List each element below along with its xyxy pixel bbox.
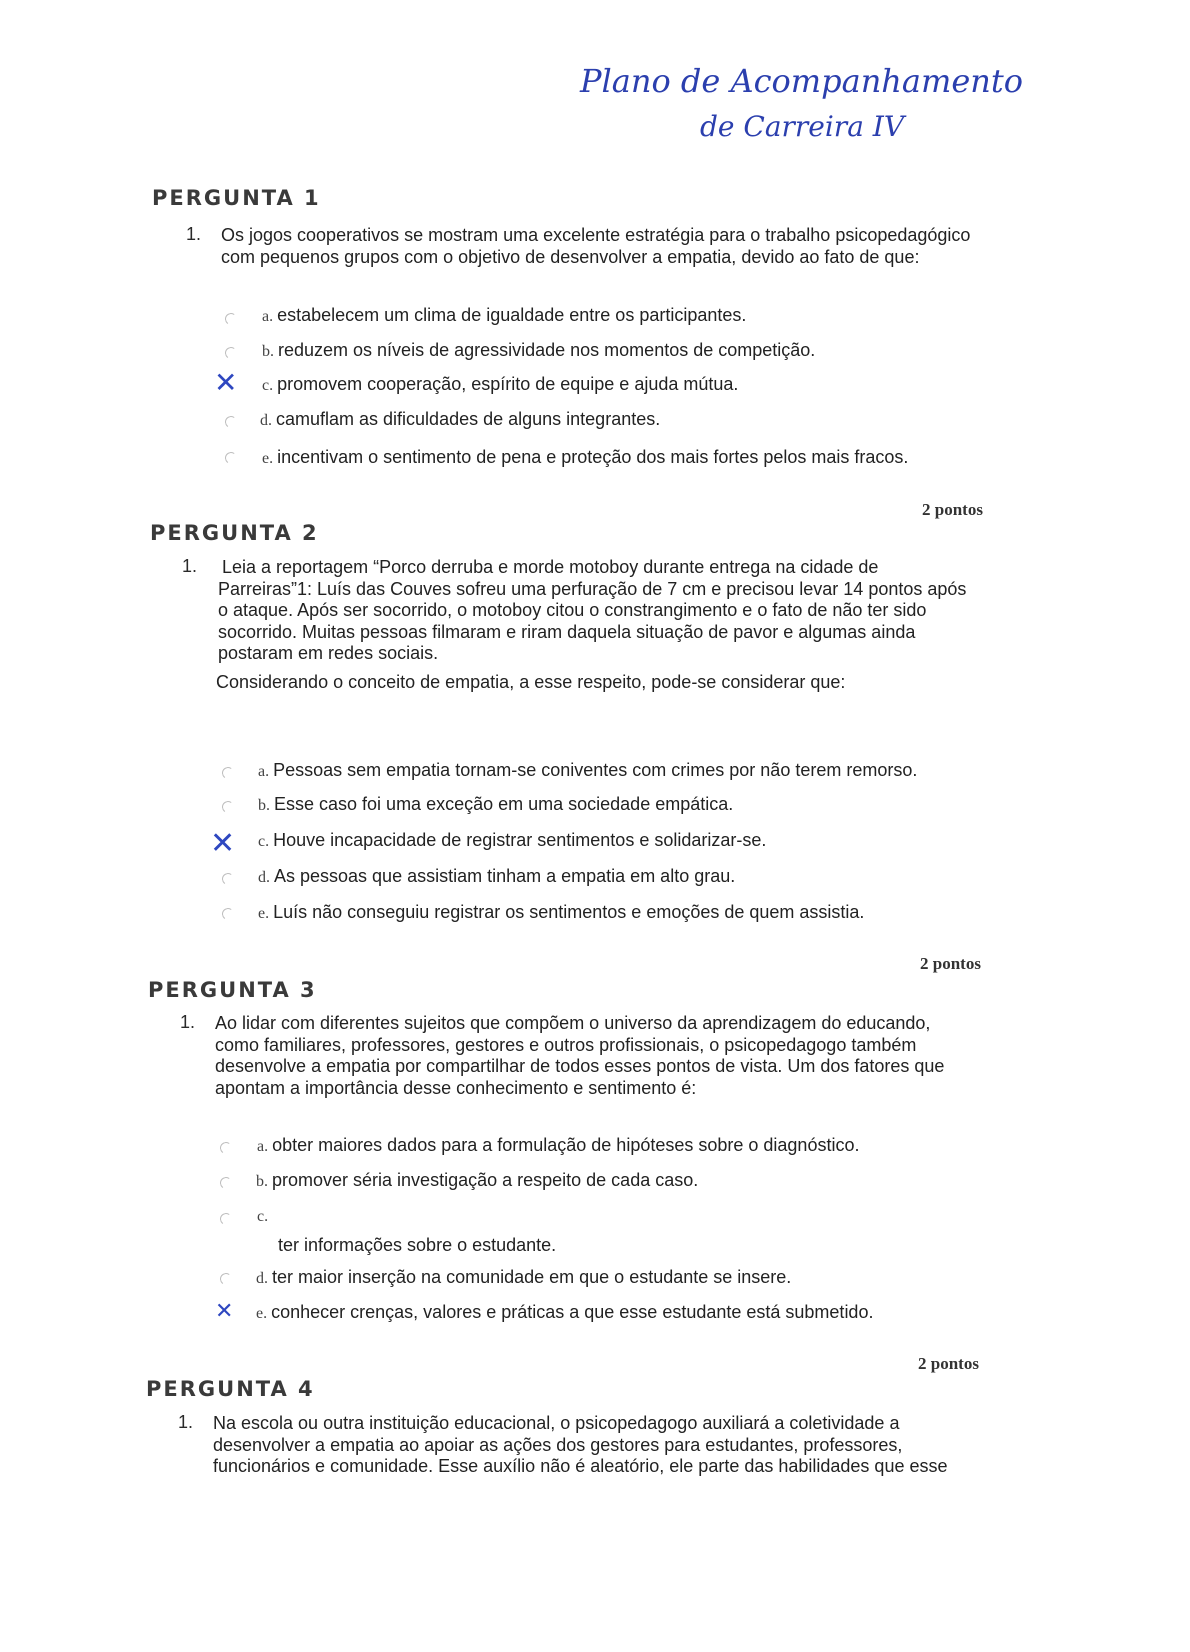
option-text: ter maior inserção na comunidade em que o estudante se insere. <box>272 1267 792 1287</box>
question-1-option-d[interactable] <box>260 409 660 430</box>
option-letter: e. <box>258 905 270 922</box>
option-text: promovem cooperação, espírito de equipe e ajuda mútua. <box>277 374 739 394</box>
question-3-points: 2 pontos <box>918 1354 979 1373</box>
option-letter: a. <box>258 763 270 780</box>
question-3-option-b[interactable] <box>256 1170 698 1191</box>
option-a-radio[interactable] <box>221 766 235 780</box>
handwritten-x-mark-icon: ✕ <box>210 826 236 861</box>
option-letter: a. <box>262 308 274 325</box>
option-text: promover séria investigação a respeito de cada caso. <box>272 1170 699 1190</box>
option-e-radio[interactable] <box>224 451 238 465</box>
option-c-radio[interactable] <box>219 1212 233 1226</box>
question-3-option-a[interactable] <box>257 1135 859 1156</box>
question-4-number: 1. <box>178 1412 194 1432</box>
option-text: estabelecem um clima de igualdade entre os participantes. <box>277 305 747 325</box>
question-2-option-e[interactable] <box>258 902 864 923</box>
stem-line: Os jogos cooperativos se mostram uma excelente estratégia para o trabalho psicopedagógico <box>221 225 971 245</box>
option-text: incentivam o sentimento de pena e proteção dos mais fortes pelos mais fracos. <box>277 447 909 467</box>
stem-line: apontam a importância desse conhecimento e sentimento é: <box>215 1077 697 1098</box>
question-2-option-c[interactable] <box>258 830 766 851</box>
question-3-option-c-letter: c. <box>257 1208 269 1225</box>
question-1-title: PERGUNTA 1 <box>152 186 321 210</box>
question-1-points: 2 pontos <box>922 500 983 519</box>
option-a-radio[interactable] <box>219 1141 233 1155</box>
question-3-number: 1. <box>180 1012 196 1032</box>
question-1-option-c[interactable] <box>262 374 738 395</box>
handwritten-x-mark-icon: ✕ <box>215 1299 234 1324</box>
question-2-option-d[interactable] <box>258 866 735 887</box>
question-2-stem <box>218 557 966 665</box>
option-text: Houve incapacidade de registrar sentimentos e solidarizar-se. <box>273 830 767 850</box>
option-text: Pessoas sem empatia tornam-se coniventes com crimes por não terem remorso. <box>273 760 918 780</box>
option-letter: a. <box>257 1138 269 1155</box>
option-text: reduzem os níveis de agressividade nos momentos de competição. <box>278 340 816 360</box>
stem-line: Ao lidar com diferentes sujeitos que compõem o universo da aprendizagem do educando, <box>215 1013 931 1033</box>
stem-line: Parreiras”1: Luís das Couves sofreu uma perfuração de 7 cm e precisou levar 14 pontos após <box>218 578 967 599</box>
option-letter: e. <box>256 1305 268 1322</box>
question-1-stem <box>221 225 970 268</box>
question-2-option-b[interactable] <box>258 794 733 815</box>
option-letter: c. <box>262 377 274 394</box>
question-3-stem <box>215 1013 944 1099</box>
question-2-stem-prompt: Considerando o conceito de empatia, a esse respeito, pode-se considerar que: <box>216 672 846 692</box>
stem-line: desenvolver a empatia ao apoiar as ações dos gestores para estudantes, professores, <box>213 1434 903 1455</box>
option-letter: d. <box>260 412 272 429</box>
question-2-title: PERGUNTA 2 <box>150 521 319 545</box>
stem-line: como familiares, professores, gestores e outros profissionais, o psicopedagogo também <box>215 1034 917 1055</box>
option-letter: e. <box>262 450 274 467</box>
stem-line: postaram em redes sociais. <box>218 643 439 663</box>
stem-line: desenvolve a empatia por compartilhar de todos esses pontos de vista. Um dos fatores que <box>215 1056 945 1076</box>
question-1-number: 1. <box>186 224 202 244</box>
question-2-points: 2 pontos <box>920 954 981 973</box>
option-letter: b. <box>258 797 270 814</box>
option-d-radio[interactable] <box>221 872 235 886</box>
question-3-option-c[interactable]: ter informações sobre o estudante. <box>278 1235 557 1255</box>
question-1-option-b[interactable] <box>262 340 815 361</box>
stem-line: com pequenos grupos com o objetivo de desenvolver a empatia, devido ao fato de que: <box>221 246 920 267</box>
option-e-radio[interactable] <box>221 907 235 921</box>
stem-line: socorrido. Muitas pessoas filmaram e riram daquela situação de pavor e algumas ainda <box>218 621 916 642</box>
option-text: As pessoas que assistiam tinham a empatia em alto grau. <box>274 866 736 886</box>
question-2-option-a[interactable] <box>258 760 917 781</box>
question-4-stem <box>213 1413 947 1478</box>
option-b-radio[interactable] <box>221 800 235 814</box>
question-2-number: 1. <box>182 556 198 576</box>
option-b-radio[interactable] <box>224 346 238 360</box>
option-text: conhecer crenças, valores e práticas a que esse estudante está submetido. <box>271 1302 874 1322</box>
handwritten-x-mark-icon: ✕ <box>214 366 238 399</box>
stem-line: Na escola ou outra instituição educacional, o psicopedagogo auxiliará a coletividade a <box>213 1413 900 1433</box>
stem-line: funcionários e comunidade. Esse auxílio não é aleatório, ele parte das habilidades que esse <box>213 1456 948 1476</box>
option-text: Esse caso foi uma exceção em uma sociedade empática. <box>274 794 734 814</box>
option-letter: d. <box>258 869 270 886</box>
option-d-radio[interactable] <box>224 415 238 429</box>
option-text: camuflam as dificuldades de alguns integrantes. <box>276 409 661 429</box>
stem-line: Leia a reportagem “Porco derruba e morde motoboy durante entrega na cidade de <box>222 557 879 577</box>
question-4-title: PERGUNTA 4 <box>146 1377 315 1401</box>
option-a-radio[interactable] <box>224 312 238 326</box>
option-letter: d. <box>256 1270 268 1287</box>
option-d-radio[interactable] <box>219 1272 233 1286</box>
question-3-option-e[interactable] <box>256 1302 873 1323</box>
handwritten-title-line1: Plano de Acompanhamento <box>580 62 1023 100</box>
option-letter: b. <box>256 1173 268 1190</box>
option-b-radio[interactable] <box>219 1176 233 1190</box>
question-1-option-a[interactable] <box>262 305 746 326</box>
question-3-title: PERGUNTA 3 <box>148 978 317 1002</box>
option-letter: c. <box>258 833 270 850</box>
option-letter: b. <box>262 343 274 360</box>
question-1-option-e[interactable] <box>262 447 908 468</box>
option-text: Luís não conseguiu registrar os sentimentos e emoções de quem assistia. <box>273 902 865 922</box>
handwritten-title-line2: de Carreira IV <box>700 110 905 143</box>
option-text: obter maiores dados para a formulação de hipóteses sobre o diagnóstico. <box>272 1135 860 1155</box>
question-3-option-d[interactable] <box>256 1267 791 1288</box>
stem-line: o ataque. Após ser socorrido, o motoboy citou o constrangimento e o fato de não ter sido <box>218 600 927 620</box>
